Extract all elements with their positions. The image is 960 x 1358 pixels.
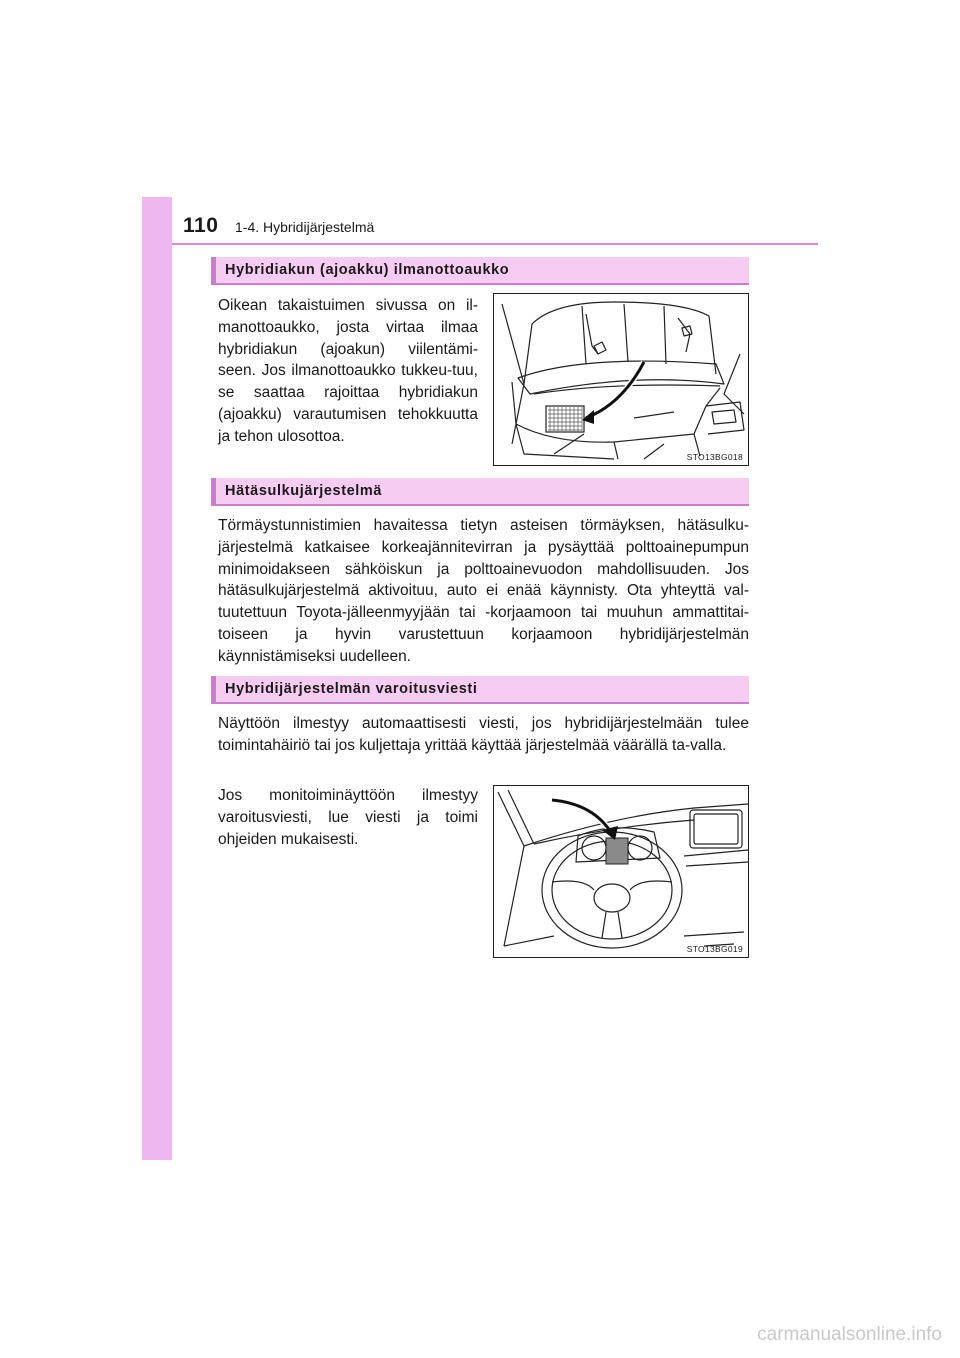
figure-code: STO13BG018 — [686, 452, 743, 462]
emergency-shutoff-paragraph: Törmäystunnistimien havaitessa tietyn asteisen törmäyksen, hätäsulku-järjestelmä katkaisee korkeajännitevirran ja pysäyttää polttoainepumpun minimoidakseen sähköiskun ja polttoainevuodon mahdollisuuden. Jos hätäsulkujärjestelmä aktivoituu, auto ei enää käynnisty. Ota yhteyttä val-tuutettuun Toyota-jälleenmyyjään tai -korjaamoon tai muuhun ammattitai-toiseen ja hyvin varustettuun korjaamoon hybridijärjestelmän käynnistämiseksi uudelleen. — [218, 517, 749, 665]
dashboard-drawing — [494, 786, 748, 957]
air-intake-paragraph: Oikean takaistuimen sivussa on il-manottoaukko, josta virtaa ilmaa hybridiakun (ajoakun) viilentämi-seen. Jos ilmanottoaukko tukkeu-tuu, se saattaa rajoittaa hybridiakun (ajoakku) varautumisen tehokkuutta ja tehon ulosottoa. — [218, 297, 478, 445]
rear-seat-air-intake-illustration — [493, 293, 749, 466]
section-heading-text: Hybridijärjestelmän varoitusviesti — [225, 681, 478, 697]
figure-code: STO13BG019 — [686, 944, 743, 954]
section-heading-air-intake — [211, 257, 749, 285]
chapter-sidebar-tab — [142, 197, 172, 1160]
footer-watermark-url: carmanualsonline.info — [757, 1324, 942, 1345]
chapter-title: 1-4. Hybridijärjestelmä — [235, 219, 375, 235]
warning-message-instruction: Jos monitoiminäyttöön ilmestyy varoitusviesti, lue viesti ja toimi ohjeiden mukaisesti. — [218, 787, 478, 848]
multi-information-display — [606, 838, 628, 864]
warning-message-paragraph: Näyttöön ilmestyy automaattisesti viesti, jos hybridijärjestelmään tulee toimintahäiriö tai jos kuljettaja yrittää käyttää järjestelmää väärällä ta-valla. — [218, 715, 749, 754]
section-heading-warning-message — [211, 676, 749, 704]
section-heading-text: Hätäsulkujärjestelmä — [225, 483, 383, 499]
rear-seat-drawing — [494, 294, 748, 465]
section-heading-text: Hybridiakun (ajoakku) ilmanottoaukko — [225, 262, 510, 278]
dashboard-display-illustration — [493, 785, 749, 958]
air-intake-grille — [546, 406, 584, 432]
page-number: 110 — [183, 214, 219, 237]
header-rule — [172, 243, 818, 245]
section-heading-emergency-shutoff — [211, 478, 749, 506]
